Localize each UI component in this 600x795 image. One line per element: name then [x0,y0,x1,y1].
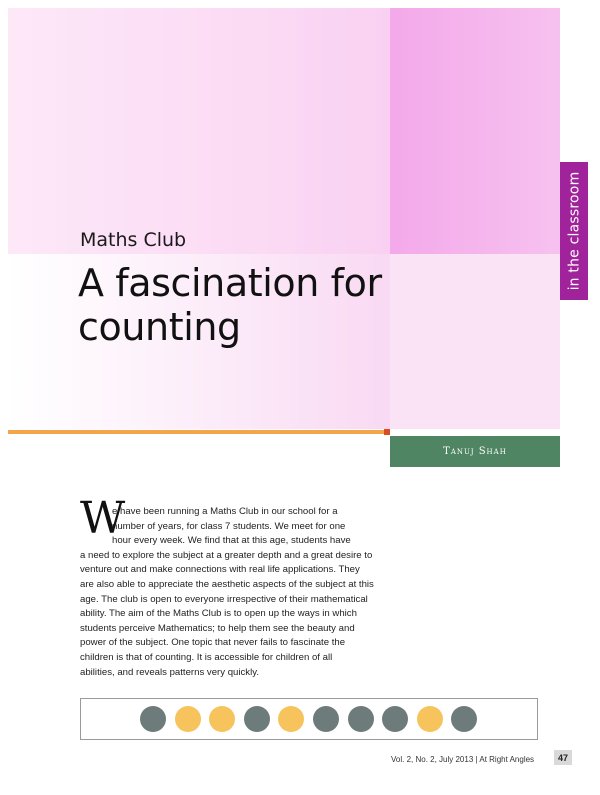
footer-issue: Vol. 2, No. 2, July 2013 | At Right Angles [391,755,535,764]
section-tab-label-wrap [560,162,588,300]
body-line: children is that of counting. It is accessible for children of all [80,651,333,663]
pattern-dot-yellow [175,706,201,732]
body-line: ability. The aim of the Maths Club is to open up the ways in which [80,608,357,620]
title-divider-cap [384,429,390,435]
pattern-dot-grey [244,706,270,732]
body-line: students perceive Mathematics; to help them see the beauty and [80,622,355,634]
header-band-left [8,8,390,254]
body-line: are also able to appreciate the aesthetic aspects of the subject at this [80,578,374,590]
body-line: power of the subject. One topic that never fails to fascinate the [80,637,346,649]
body-line: abilities, and reveals patterns very quickly. [80,666,259,678]
pattern-dot-grey [348,706,374,732]
pattern-dot-grey [382,706,408,732]
body-line: age. The club is open to everyone irrespective of their mathematical [80,593,368,605]
header-band-right [390,8,560,254]
pattern-dot-grey [140,706,166,732]
body-line: venture out and make connections with real life applications. They [80,564,360,576]
body-line: a need to explore the subject at a greater depth and a great desire to [80,549,373,561]
title-divider [8,430,386,434]
article-body [80,505,380,680]
page-number: 47 [554,750,572,765]
section-tab-label: in the classroom [566,171,582,291]
pattern-dot-grey [313,706,339,732]
author-name: Tanuj Shah [443,446,507,457]
body-line: hour every week. We find that at this age, students have [112,535,351,547]
pattern-dot-yellow [417,706,443,732]
article-kicker: Maths Club [80,229,187,251]
article-title: A fascination for counting [78,261,382,349]
author-bar [390,436,560,467]
drop-cap: W [80,493,126,544]
body-line: number of years, for class 7 students. We meet for one [112,520,346,532]
pattern-dot-yellow [209,706,235,732]
body-line: e have been running a Maths Club in our school for a [112,506,338,517]
